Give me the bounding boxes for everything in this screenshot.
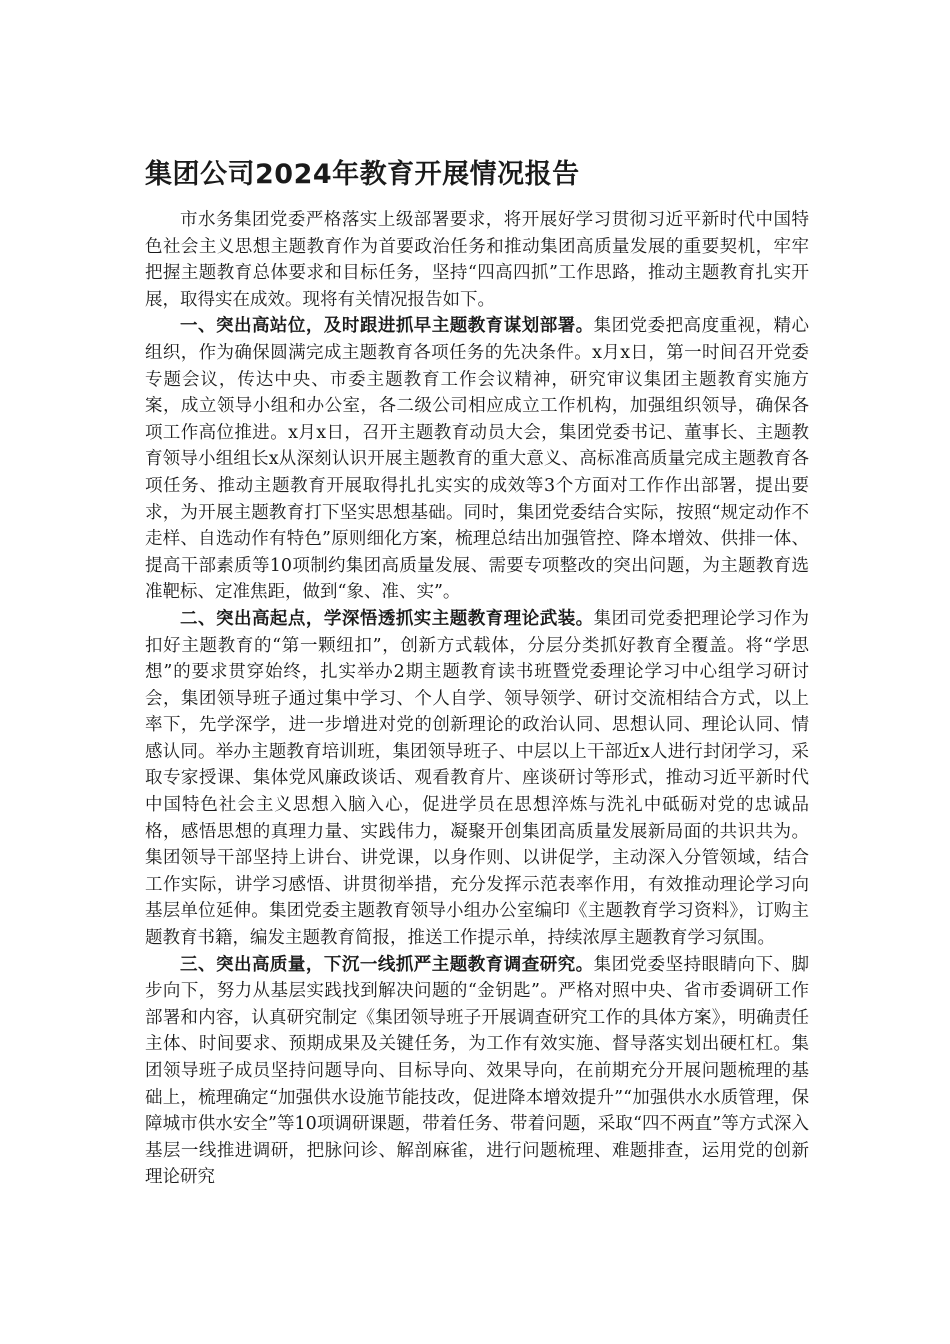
paragraph-section-3: [145, 952, 809, 1191]
paragraph-text: 市水务集团党委严格落实上级部署要求，将开展好学习贯彻习近平新时代中国特色社会主义思想主题教育作为首要政治任务和推动集团高质量发展的重要契机，牢牢把握主题教育总体要求和目标任务，坚持“四高四抓”工作思路，推动主题教育扎实开展，取得实在成效。现将有关情况报告如下。: [145, 210, 809, 310]
section-heading: 一、突出高站位，及时跟进抓早主题教育谋划部署。: [180, 316, 594, 337]
paragraph-text: 集团党委把高度重视，精心组织，作为确保圆满完成主题教育各项任务的先决条件。x月x日，第一时间召开党委专题会议，传达中央、市委主题教育工作会议精神，研究审议集团主题教育实施方案，成立领导小组和办公室，各二级公司相应成立工作机构，加强组织领导，确保各项工作高位推进。x月x日，召开主题教育动员大会，集团党委书记、董事长、主题教育领导小组组长x从深刻认识开展主题教育的重大意义、高标准高质量完成主题教育各项任务、推动主题教育开展取得扎扎实实的成效等3个方面对工作作出部署，提出要求，为开展主题教育打下坚实思想基础。同时，集团党委结合实际，按照“规定动作不走样、自选动作有特色”原则细化方案，梳理总结出加强管控、降本增效、供排一体、提高干部素质等10项制约集团高质量发展、需要专项整改的突出问题，为主题教育选准靶标、定准焦距，做到“象、准、实”。: [145, 316, 810, 603]
paragraph-text: 集团司党委把理论学习作为扣好主题教育的“第一颗纽扣”，创新方式载体，分层分类抓好教育全覆盖。将“学思想”的要求贯穿始终，扎实举办2期主题教育读书班暨党委理论学习中心组学习研讨会，集团领导班子通过集中学习、个人自学、领导领学、研讨交流相结合方式，以上率下，先学深学，进一步增进对党的创新理论的政治认同、思想认同、理论认同、情感认同。举办主题教育培训班，集团领导班子、中层以上干部近x人进行封闭学习，采取专家授课、集体党风廉政谈话、观看教育片、座谈研讨等形式，推动习近平新时代中国特色社会主义思想入脑入心，促进学员在思想淬炼与洗礼中砥砺对党的忠诚品格，感悟思想的真理力量、实践伟力，凝聚开创集团高质量发展新局面的共识共为。集团领导干部坚持上讲台、讲党课，以身作则、以讲促学，主动深入分管领域，结合工作实际，讲学习感悟、讲贯彻举措，充分发挥示范表率作用，有效推动理论学习向基层单位延伸。集团党委主题教育领导小组办公室编印《主题教育学习资料》，订购主题教育书籍，编发主题教育简报，推送工作提示单，持续浓厚主题教育学习氛围。: [145, 608, 810, 949]
section-heading: 二、突出高起点，学深悟透抓实主题教育理论武装。: [180, 608, 594, 629]
paragraph-intro: [145, 207, 809, 313]
paragraph-section-2: [145, 606, 809, 952]
document-body: [145, 207, 809, 1191]
paragraph-text: 集团党委坚持眼睛向下、脚步向下，努力从基层实践找到解决问题的“金钥匙”。严格对照中央、省市委调研工作部署和内容，认真研究制定《集团领导班子开展调查研究工作的具体方案》，明确责任主体、时间要求、预期成果及关键任务，为工作有效实施、督导落实划出硬杠杠。集团领导班子成员坚持问题导向、目标导向、效果导向，在前期充分开展问题梳理的基础上，梳理确定“加强供水设施节能技改，促进降本增效提升”“加强供水水质管理，保障城市供水安全”等10项调研课题，带着任务、带着问题，采取“四不两直”等方式深入基层一线推进调研，把脉问诊、解剖麻雀，进行问题梳理、难题排查，运用党的创新理论研究: [145, 954, 810, 1188]
section-heading: 三、突出高质量，下沉一线抓严主题教育调查研究。: [180, 954, 594, 975]
paragraph-section-1: [145, 313, 809, 606]
document-title: 集团公司2024年教育开展情况报告: [145, 159, 580, 190]
